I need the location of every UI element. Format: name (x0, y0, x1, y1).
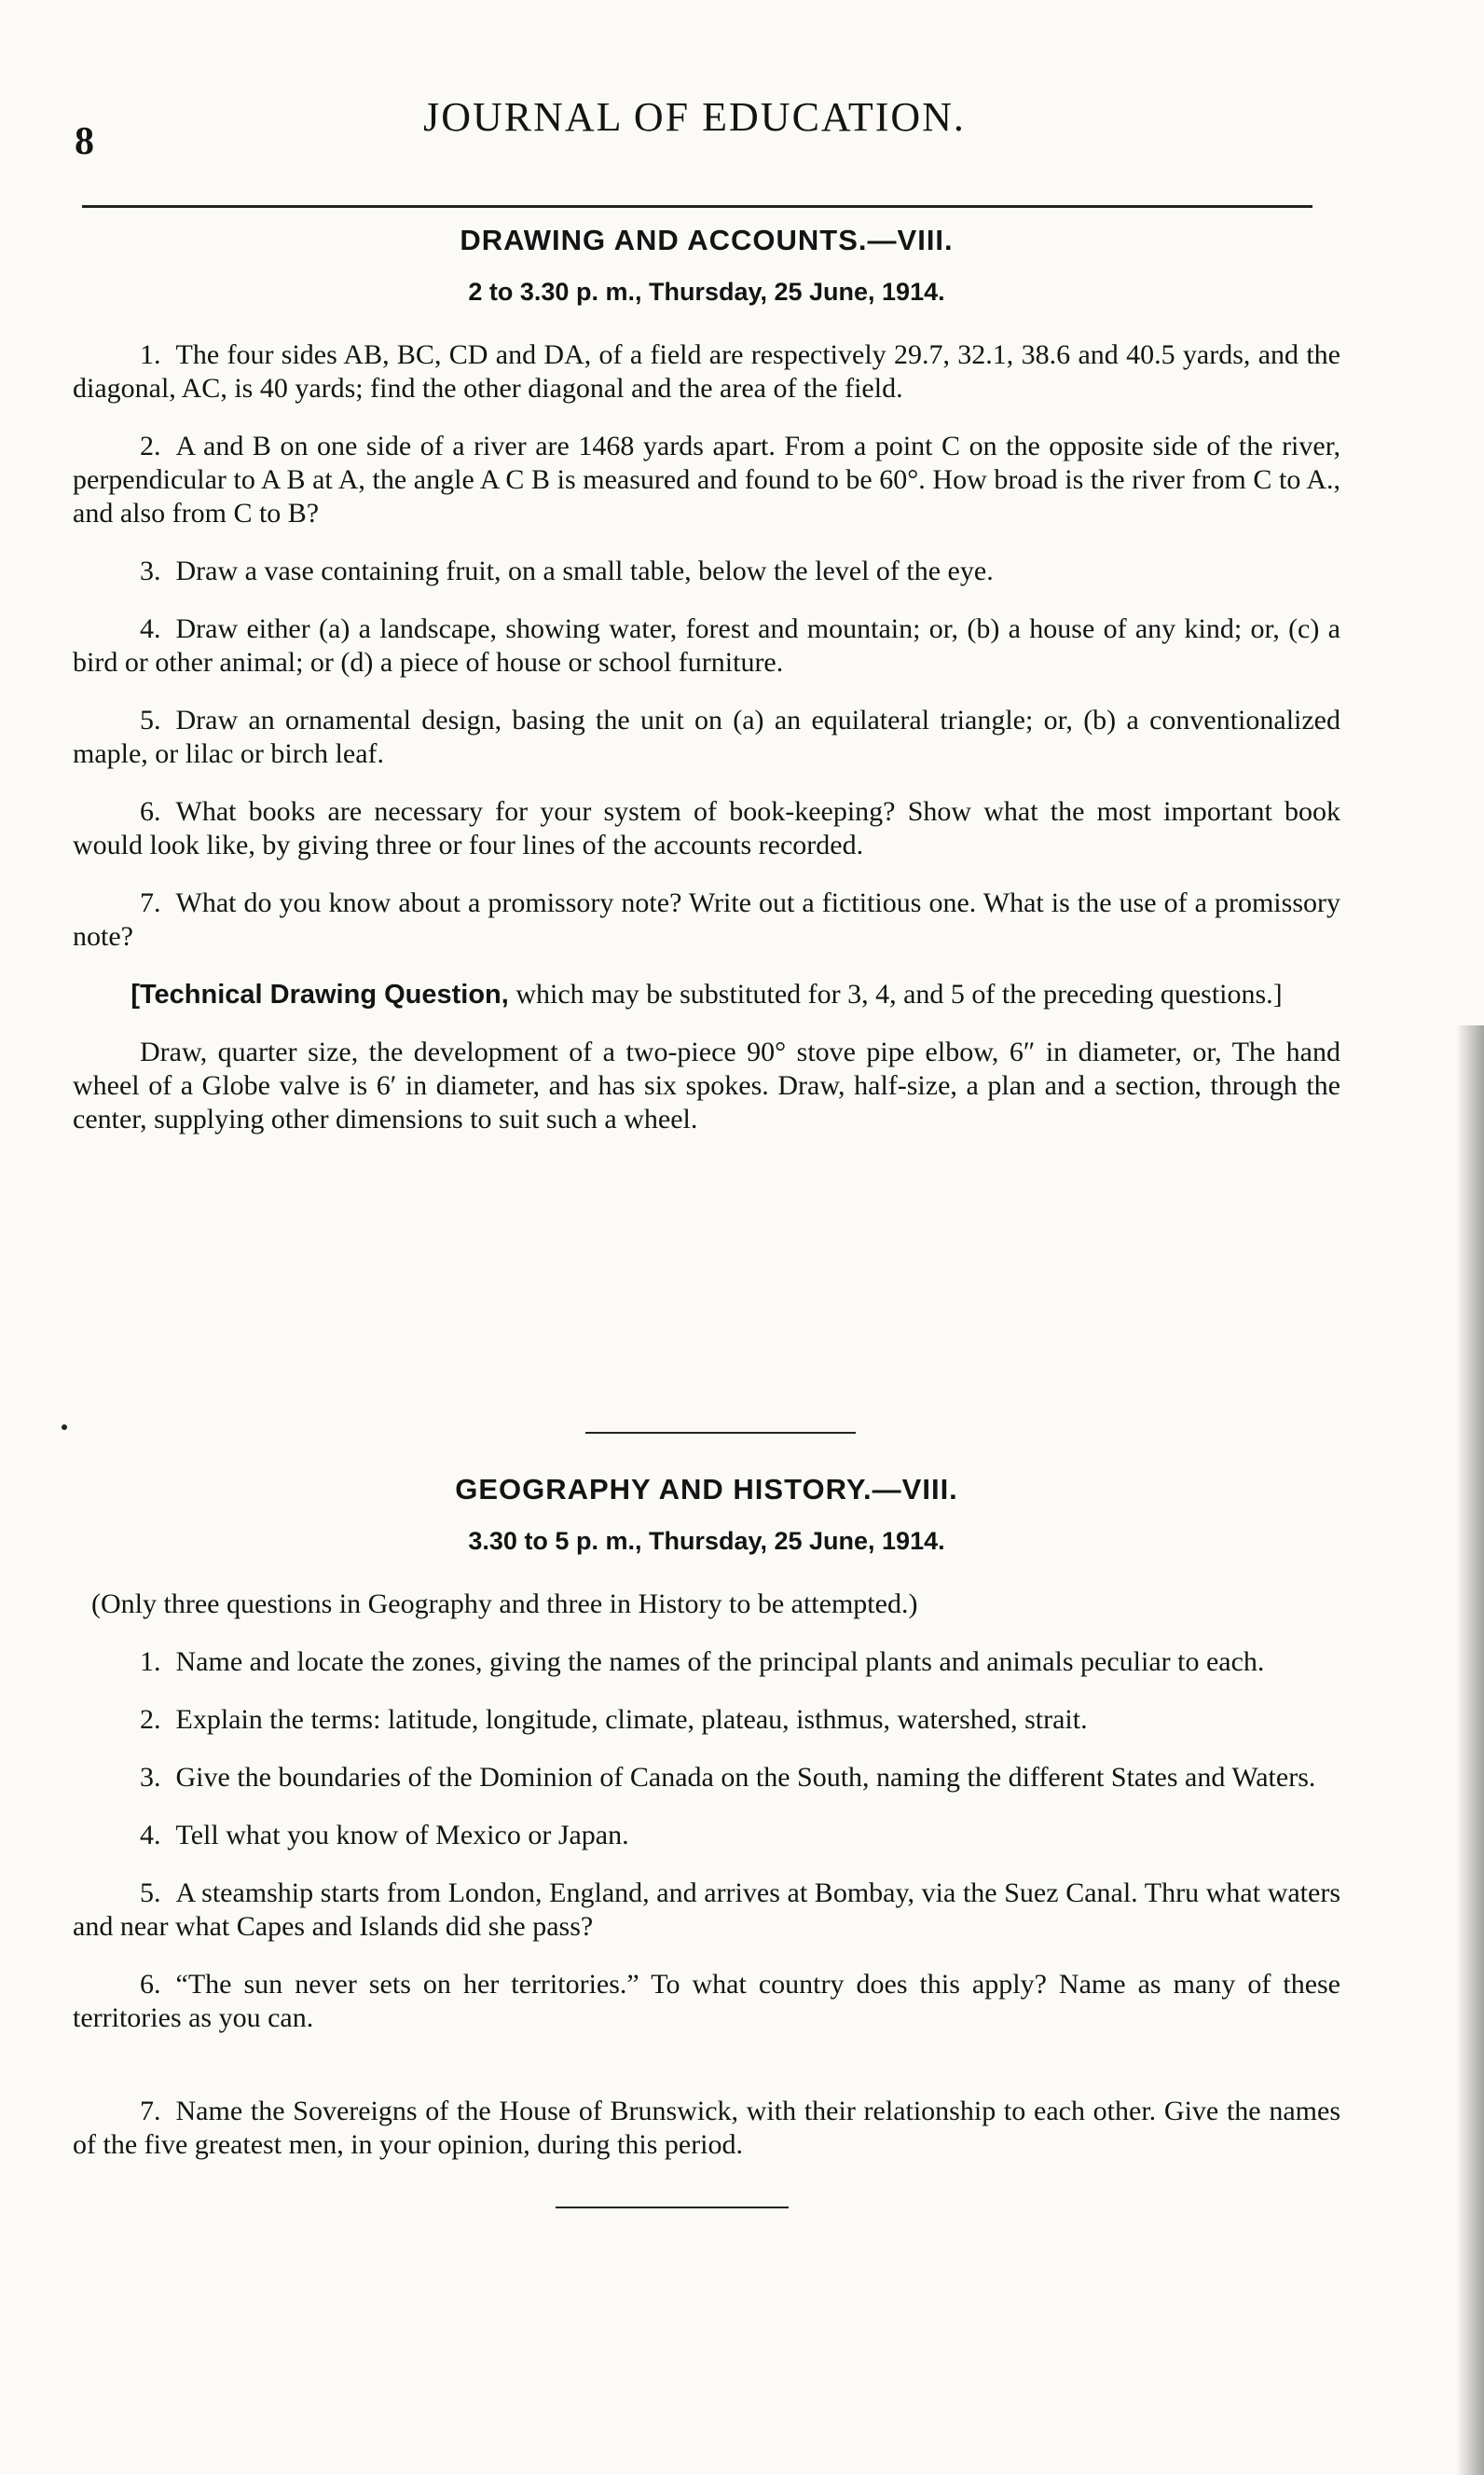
question-number: 6. (140, 796, 161, 827)
question-text: Tell what you know of Mexico or Japan. (175, 1820, 629, 1850)
section-time: 2 to 3.30 p. m., Thursday, 25 June, 1914. (468, 278, 945, 306)
question-text: “The sun never sets on her territories.” To what country does this apply? Name as many of these territories as you can. (73, 1969, 1340, 2033)
question-2 (73, 430, 1340, 530)
question-text: What do you know about a promissory note? Write out a fictitious one. What is the use of a promissory note? (73, 887, 1340, 952)
question-text: The four sides AB, BC, CD and DA, of a field are respectively 29.7, 32.1, 38.6 and 40.5 yards, and the diagonal, AC, is 40 yards; find the other diagonal and the area of the field. (73, 339, 1340, 404)
question-number: 4. (140, 613, 161, 644)
question-text: What books are necessary for your system of book-keeping? Show what the most important book would look like, by giving three or four lines of the accounts recorded. (73, 796, 1340, 860)
question-4 (73, 612, 1340, 680)
question-5 (73, 1877, 1340, 1944)
section-geography-history (73, 1473, 1340, 2186)
question-text: Draw a vase containing fruit, on a small table, below the level of the eye. (175, 556, 994, 586)
page-header (75, 93, 1314, 163)
note-text: which may be substituted for 3, 4, and 5 of the preceding questions.] (508, 979, 1283, 1010)
section-title: GEOGRAPHY AND HISTORY.—VIII. (455, 1473, 958, 1506)
attempt-instructions: (Only three questions in Geography and three in History to be attempted.) (91, 1588, 918, 1619)
question-6 (73, 1968, 1340, 2035)
journal-title: JOURNAL OF EDUCATION. (423, 94, 966, 140)
question-1 (73, 338, 1340, 406)
question-text: Give the boundaries of the Dominion of Canada on the South, naming the different States and Waters. (175, 1762, 1316, 1793)
technical-question: Draw, quarter size, the development of a two-piece 90° stove pipe elbow, 6″ in diameter, or, The hand wheel of a Globe valve is 6′ in diameter, and has six spokes. Draw, half-size, a plan and a section, through the center, supplying other dimensions to suit such a wheel. (73, 1037, 1340, 1134)
question-text: A steamship starts from London, England, and arrives at Bombay, via the Suez Canal. Thru what waters and near what Capes and Islands did she pass? (73, 1877, 1340, 1942)
question-2 (73, 1703, 1340, 1737)
page-number: 8 (75, 120, 94, 163)
scan-edge-shadow (1456, 1025, 1484, 2475)
question-number: 5. (140, 705, 161, 736)
question-number: 1. (140, 339, 161, 370)
question-number: 1. (140, 1646, 161, 1677)
question-text: Explain the terms: latitude, longitude, climate, plateau, isthmus, watershed, strait. (175, 1704, 1088, 1735)
question-text: A and B on one side of a river are 1468 yards apart. From a point C on the opposite side of the river, perpendicular to A B at A, the angle A C B is measured and found to be 60°. How broad is the river from C to A., and also from C to B? (73, 431, 1340, 529)
question-number: 3. (140, 556, 161, 586)
section-drawing-accounts (73, 224, 1340, 1136)
section-time: 3.30 to 5 p. m., Thursday, 25 June, 1914. (468, 1527, 945, 1555)
question-4 (73, 1819, 1340, 1852)
ink-dot (62, 1424, 67, 1430)
question-number: 3. (140, 1762, 161, 1793)
question-text: Draw either (a) a landscape, showing water, forest and mountain; or, (b) a house of any kind; or, (c) a bird or other animal; or (d) a piece of house or school furniture. (73, 613, 1340, 678)
question-1 (73, 1645, 1340, 1679)
section-title: DRAWING AND ACCOUNTS.—VIII. (460, 224, 954, 256)
question-6 (73, 795, 1340, 862)
question-number: 7. (140, 2096, 161, 2126)
question-number: 6. (140, 1969, 161, 2000)
question-7 (73, 2095, 1340, 2162)
history-divider (556, 2207, 789, 2208)
question-number: 4. (140, 1820, 161, 1850)
section-divider (585, 1432, 856, 1434)
question-text: Draw an ornamental design, basing the unit on (a) an equilateral triangle; or, (b) a conventionalized maple, or lilac or birch leaf. (73, 705, 1340, 769)
technical-drawing-note (73, 978, 1340, 1011)
question-number: 2. (140, 431, 161, 461)
question-3 (73, 555, 1340, 588)
question-text: Name the Sovereigns of the House of Brunswick, with their relationship to each other. Give the names of the five greatest men, in your opinion, during this period. (73, 2096, 1340, 2160)
question-number: 2. (140, 1704, 161, 1735)
question-3 (73, 1761, 1340, 1794)
question-number: 5. (140, 1877, 161, 1908)
header-rule (82, 205, 1312, 208)
question-number: 7. (140, 887, 161, 918)
note-heading: [Technical Drawing Question, (131, 980, 509, 1010)
question-5 (73, 704, 1340, 771)
question-7 (73, 887, 1340, 954)
question-text: Name and locate the zones, giving the names of the principal plants and animals peculiar to each. (175, 1646, 1265, 1677)
